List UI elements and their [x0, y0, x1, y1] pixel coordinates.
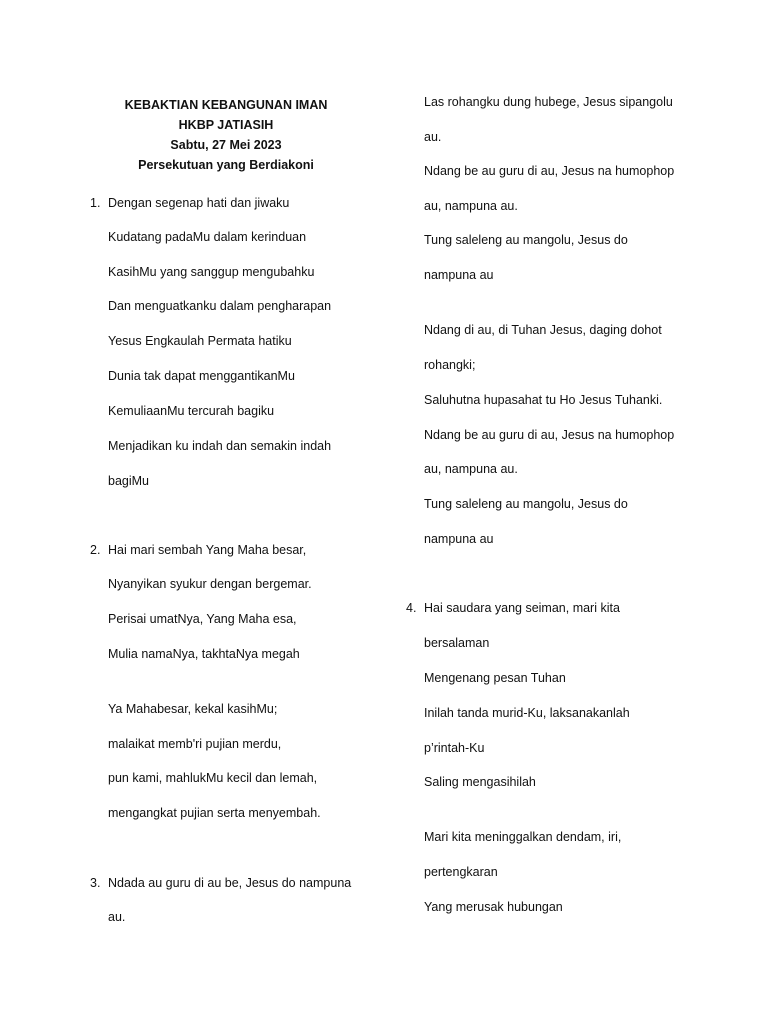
- lyric-line: Inilah tanda murid-Ku, laksanakanlah: [424, 706, 630, 720]
- lyric-line: Ndang be au guru di au, Jesus na humophop: [424, 164, 675, 178]
- song-number: 2.: [90, 543, 101, 557]
- lyric-line: Yang merusak hubungan: [424, 900, 563, 914]
- lyric-line: au, nampuna au.: [424, 462, 518, 476]
- lyric-line: rohangki;: [424, 358, 476, 372]
- lyric-line: pertengkaran: [424, 865, 498, 879]
- song-number: 4.: [406, 601, 417, 615]
- lyric-line: nampuna au: [424, 268, 494, 282]
- lyric-line: Yesus Engkaulah Permata hatiku: [108, 334, 292, 348]
- lyric-line: Mengenang pesan Tuhan: [424, 671, 566, 685]
- lyric-line: Tung saleleng au mangolu, Jesus do: [424, 233, 628, 247]
- lyric-line: mengangkat pujian serta menyembah.: [108, 806, 321, 820]
- song-number: 1.: [90, 196, 101, 210]
- lyric-line: Ndada au guru di au be, Jesus do nampuna: [108, 876, 352, 890]
- lyric-line: Menjadikan ku indah dan semakin indah: [108, 439, 332, 453]
- lyric-line: Hai mari sembah Yang Maha besar,: [108, 543, 307, 557]
- lyric-line: p’rintah-Ku: [424, 741, 485, 755]
- lyric-line: Dunia tak dapat menggantikanMu: [108, 369, 295, 383]
- lyric-line: Las rohangku dung hubege, Jesus sipangolu: [424, 95, 673, 109]
- event-subtitle: Persekutuan yang Berdiakoni: [138, 158, 314, 172]
- lyric-line: Mari kita meninggalkan dendam, iri,: [424, 830, 622, 844]
- lyric-line: Dan menguatkanku dalam pengharapan: [108, 299, 332, 313]
- church-name: HKBP JATIASIH: [178, 118, 274, 132]
- lyric-line: Saluhutna hupasahat tu Ho Jesus Tuhanki.: [424, 393, 663, 407]
- event-date: Sabtu, 27 Mei 2023: [170, 138, 282, 152]
- lyric-line: Dengan segenap hati dan jiwaku: [108, 196, 290, 210]
- song-number: 3.: [90, 876, 101, 890]
- lyric-line: bersalaman: [424, 636, 490, 650]
- lyric-line: Mulia namaNya, takhtaNya megah: [108, 647, 300, 661]
- lyric-line: Hai saudara yang seiman, mari kita: [424, 601, 620, 615]
- lyric-line: Kudatang padaMu dalam kerinduan: [108, 230, 307, 244]
- lyric-line: Ndang be au guru di au, Jesus na humophop: [424, 428, 675, 442]
- event-title: KEBAKTIAN KEBANGUNAN IMAN: [124, 98, 328, 112]
- lyric-line: Ya Mahabesar, kekal kasihMu;: [108, 702, 278, 716]
- lyric-line: Saling mengasihilah: [424, 775, 536, 789]
- lyric-line: malaikat memb'ri pujian merdu,: [108, 737, 282, 751]
- lyric-line: nampuna au: [424, 532, 494, 546]
- lyric-line: au, nampuna au.: [424, 199, 518, 213]
- lyric-line: Nyanyikan syukur dengan bergemar.: [108, 577, 312, 591]
- lyric-line: KasihMu yang sanggup mengubahku: [108, 265, 315, 279]
- lyric-line: Tung saleleng au mangolu, Jesus do: [424, 497, 628, 511]
- document-header: [0, 95, 452, 175]
- lyric-line: Ndang di au, di Tuhan Jesus, daging dohot: [424, 323, 662, 337]
- lyric-line: KemuliaanMu tercurah bagiku: [108, 404, 275, 418]
- lyric-line: bagiMu: [108, 474, 149, 488]
- lyric-line: Perisai umatNya, Yang Maha esa,: [108, 612, 297, 626]
- lyric-line: au.: [108, 910, 126, 924]
- lyric-line: pun kami, mahlukMu kecil dan lemah,: [108, 771, 318, 785]
- lyric-line: au.: [424, 130, 442, 144]
